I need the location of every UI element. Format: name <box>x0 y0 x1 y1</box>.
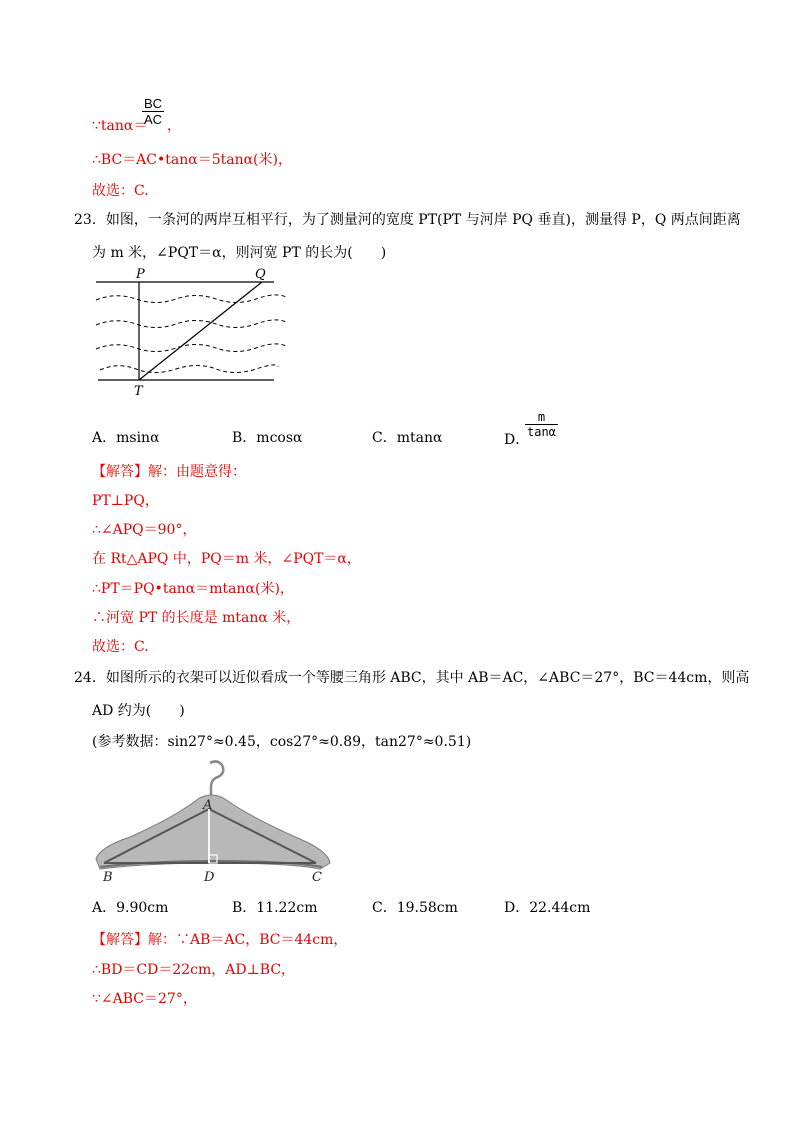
q24-option-b[interactable]: B．11.22cm <box>232 900 318 916</box>
hanger-figure <box>90 757 340 887</box>
hanger-body <box>96 795 330 869</box>
q23-solution-4: 在 Rt△APQ 中，PQ＝m 米，∠PQT＝α， <box>92 551 361 567</box>
wave-line-4 <box>100 365 278 373</box>
answer-line-2: ∴BC＝AC•tanα＝5tanα(米)， <box>92 152 292 168</box>
fraction-numerator: BC <box>144 96 163 111</box>
q23-option-c[interactable]: C．mtanα <box>372 430 443 446</box>
segment-tq <box>139 282 262 380</box>
option-d-prefix: D． <box>504 432 530 448</box>
option-d-denominator: tanα <box>527 425 556 439</box>
q23-solution-7: 故选：C. <box>92 639 149 655</box>
q23-stem-line-1: 23．如图，一条河的两岸互相平行，为了测量河的宽度 PT(PT 与河岸 PQ 垂直)，测量得 P，Q 两点间距离 <box>74 212 741 228</box>
q23-solution-6: ∴河宽 PT 的长度是 mtanα 米， <box>92 610 301 626</box>
q24-solution-2: ∴BD＝CD＝22cm，AD⊥BC， <box>92 962 296 978</box>
q23-option-a[interactable]: A．msinα <box>92 430 160 446</box>
q23-solution-2: PT⊥PQ， <box>92 493 159 509</box>
wave-line-2 <box>96 320 286 328</box>
q23-solution-1: 【解答】解：由题意得： <box>92 464 246 480</box>
q24-stem-line-2: AD 约为( ) <box>92 703 185 719</box>
fraction-tail: ， <box>167 118 181 134</box>
option-d-numerator: m <box>525 410 558 425</box>
label-p: P <box>136 267 145 282</box>
q23-stem-line-2: 为 m 米，∠PQT＝α，则河宽 PT 的长为( ) <box>92 245 387 261</box>
q24-stem-line-1: 24．如图所示的衣架可以近似看成一个等腰三角形 ABC，其中 AB＝AC，∠ABC＝27°，BC＝44cm，则高 <box>74 670 750 686</box>
label-d: D <box>204 870 215 885</box>
q24-option-a[interactable]: A．9.90cm <box>92 900 169 916</box>
q24-stem-line-3: (参考数据：sin27°≈0.45，cos27°≈0.89，tan27°≈0.51) <box>92 734 472 750</box>
q24-option-c[interactable]: C．19.58cm <box>372 900 458 916</box>
label-b: B <box>103 870 113 885</box>
q24-option-d[interactable]: D．22.44cm <box>504 900 591 916</box>
q23-solution-3: ∴∠APQ＝90°， <box>92 522 197 538</box>
q23-option-b[interactable]: B．mcosα <box>232 430 303 446</box>
wave-line-3 <box>96 344 286 352</box>
label-q: Q <box>255 267 266 282</box>
because-prefix: ∵tanα＝ <box>92 118 148 134</box>
fraction-m-over-tan <box>525 410 558 439</box>
fraction-bc-ac <box>142 96 164 127</box>
fraction-denominator: AC <box>144 112 163 127</box>
label-t: T <box>134 384 143 396</box>
q24-solution-1: 【解答】解：∵AB＝AC，BC＝44cm， <box>92 932 348 948</box>
q23-solution-5: ∴PT＝PQ•tanα＝mtanα(米)， <box>92 581 294 597</box>
label-c: C <box>312 870 322 885</box>
label-a: A <box>203 798 213 813</box>
q24-solution-3: ∵∠ABC＝27°， <box>92 991 197 1007</box>
river-figure <box>88 266 298 396</box>
wave-line-1 <box>96 295 286 303</box>
hanger-hook <box>210 761 223 799</box>
answer-because-line <box>92 116 147 136</box>
answer-choice-line: 故选：C. <box>92 183 149 199</box>
